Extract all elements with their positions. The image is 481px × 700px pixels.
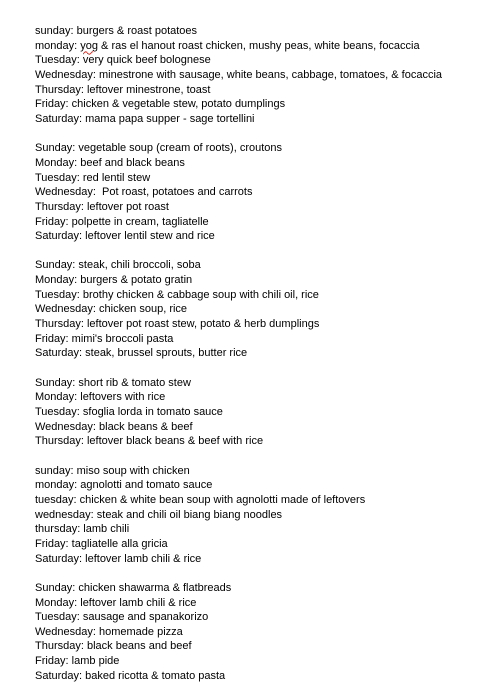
meal-line: sunday: miso soup with chicken	[35, 464, 190, 477]
meal-line: tuesday: chicken & white bean soup with agnolotti made of leftovers	[35, 493, 366, 506]
week-2	[35, 141, 475, 244]
meal-line: Wednesday: chicken soup, rice	[35, 303, 188, 316]
week-1	[35, 24, 475, 127]
meal-line: Thursday: leftover minestrone, toast	[35, 83, 211, 96]
meal-line: Tuesday: red lentil stew	[35, 171, 151, 184]
meal-line: thursday: lamb chili	[35, 523, 130, 536]
meal-line: Thursday: leftover pot roast	[35, 200, 169, 213]
meal-line: Friday: lamb pide	[35, 655, 120, 668]
meal-line: Saturday: leftover lentil stew and rice	[35, 230, 215, 243]
meal-line: Saturday: steak, brussel sprouts, butter rice	[35, 347, 248, 360]
meal-line: Friday: mimi's broccoli pasta	[35, 332, 174, 345]
meal-line: Saturday: leftover lamb chili & rice	[35, 552, 202, 565]
meal-line: Wednesday: homemade pizza	[35, 625, 183, 638]
meal-line: Monday: leftover lamb chili & rice	[35, 596, 197, 609]
meal-line: Sunday: short rib & tomato stew	[35, 376, 191, 389]
meal-line: Wednesday: black beans & beef	[35, 420, 193, 433]
meal-line-rest: & ras el hanout roast chicken, mushy peas, white beans, focaccia	[98, 39, 420, 52]
meal-line: Tuesday: sfoglia lorda in tomato sauce	[35, 406, 223, 419]
meal-line: Thursday: leftover black beans & beef with rice	[35, 435, 264, 448]
meal-line: Wednesday: minestrone with sausage, white beans, cabbage, tomatoes, & focaccia	[35, 68, 443, 81]
meal-line: Tuesday: brothy chicken & cabbage soup with chili oil, rice	[35, 288, 319, 301]
meal-line: Tuesday: very quick beef bolognese	[35, 54, 211, 67]
meal-line: Thursday: leftover pot roast stew, potato & herb dumplings	[35, 318, 320, 331]
meal-line: Sunday: steak, chili broccoli, soba	[35, 259, 201, 272]
meal-line: Wednesday: Pot roast, potatoes and carrots	[35, 186, 253, 199]
meal-line: sunday: burgers & roast potatoes	[35, 25, 198, 37]
week-3	[35, 258, 475, 361]
meal-line: Friday: tagliatelle alla gricia	[35, 537, 168, 550]
week-5	[35, 464, 475, 567]
week-4	[35, 376, 475, 449]
meal-line: Thursday: black beans and beef	[35, 640, 192, 653]
meal-line: Friday: polpette in cream, tagliatelle	[35, 215, 209, 228]
meal-line: Monday: leftovers with rice	[35, 391, 166, 404]
meal-line: Friday: chicken & vegetable stew, potato dumplings	[35, 98, 286, 111]
meal-line: Saturday: baked ricotta & tomato pasta	[35, 669, 226, 682]
week-6	[35, 581, 475, 684]
meal-line: Sunday: chicken shawarma & flatbreads	[35, 581, 232, 594]
meal-line: monday: agnolotti and tomato sauce	[35, 479, 213, 492]
meal-line: Sunday: vegetable soup (cream of roots), croutons	[35, 142, 283, 155]
meal-plan-document	[35, 24, 475, 698]
meal-line: Monday: beef and black beans	[35, 156, 185, 169]
meal-line: Monday: burgers & potato gratin	[35, 274, 193, 287]
meal-line	[35, 39, 475, 54]
spellcheck-flagged-word[interactable]: yog	[80, 39, 98, 52]
meal-line: Tuesday: sausage and spanakorizo	[35, 611, 209, 624]
meal-line: Saturday: mama papa supper - sage tortellini	[35, 112, 255, 125]
meal-line: wednesday: steak and chili oil biang biang noodles	[35, 508, 283, 521]
meal-day-label: monday:	[35, 39, 81, 52]
